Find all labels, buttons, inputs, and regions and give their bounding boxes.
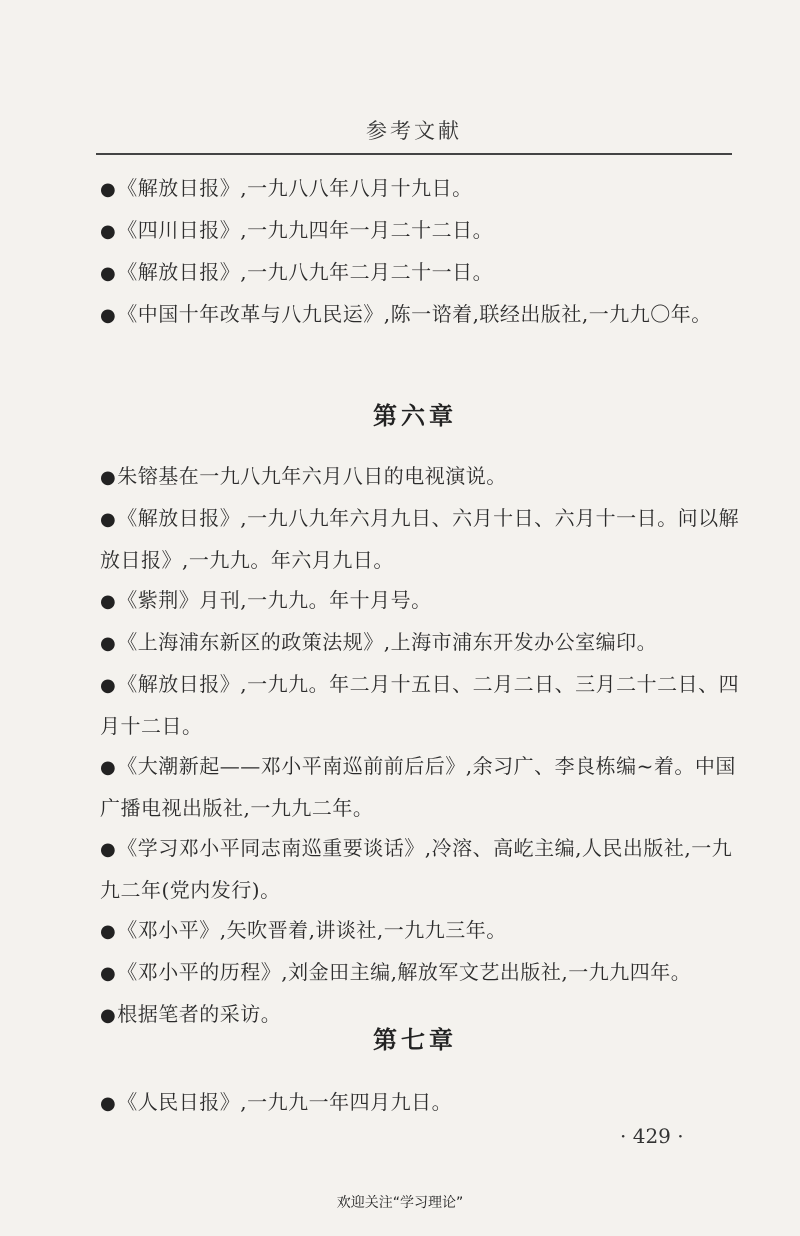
bullet-icon: ● [100,921,117,942]
reference-entry [100,168,740,210]
bullet-icon: ● [100,1005,117,1026]
reference-text: 《邓小平》,矢吹晋着,讲谈社,一九九三年。 [117,918,507,942]
bullet-icon: ● [100,263,117,284]
reference-entry [100,910,740,952]
reference-text: 《邓小平的历程》,刘金田主编,解放军文艺出版社,一九九四年。 [117,960,692,984]
reference-list-chapter-7 [100,1082,740,1124]
reference-text: 朱镕基在一九八九年六月八日的电视演说。 [117,464,507,488]
reference-text: 《解放日报》,一九九。年二月十五日、二月二日、三月二十二日、四月十二日。 [100,672,740,738]
reference-entry [100,580,740,622]
bullet-icon: ● [100,839,117,860]
reference-text: 《中国十年改革与八九民运》,陈一谘着,联经出版社,一九九〇年。 [117,302,712,326]
reference-text: 《人民日报》,一九九一年四月九日。 [117,1090,453,1114]
reference-entry [100,1082,740,1124]
reference-text: 《学习邓小平同志南巡重要谈话》,冷溶、高屹主编,人民出版社,一九九二年(党内发行)。 [100,836,733,902]
reference-entry [100,498,740,580]
reference-text: 《上海浦东新区的政策法规》,上海市浦东开发办公室编印。 [117,630,658,654]
footer-note: 欢迎关注“学习理论” [336,1195,464,1211]
reference-list-continued [100,168,740,336]
bullet-icon: ● [100,591,117,612]
bullet-icon: ● [100,179,117,200]
bullet-icon: ● [100,1093,117,1114]
chapter-title-7: 第七章 [373,1025,457,1054]
bullet-icon: ● [100,963,117,984]
reference-entry [100,294,740,336]
bullet-icon: ● [100,757,117,778]
reference-text: 《解放日报》,一九八八年八月十九日。 [117,176,473,200]
reference-entry [100,828,740,910]
reference-list-chapter-6 [100,456,740,1036]
bullet-icon: ● [100,509,117,530]
reference-entry [100,664,740,746]
page-number: · 429 · [620,1124,684,1148]
reference-entry [100,252,740,294]
reference-text: 《四川日报》,一九九四年一月二十二日。 [117,218,494,242]
bullet-icon: ● [100,221,117,242]
reference-text: 根据笔者的采访。 [117,1002,282,1026]
reference-text: 《紫荆》月刊,一九九。年十月号。 [117,588,432,612]
reference-entry [100,622,740,664]
bullet-icon: ● [100,675,117,696]
reference-entry [100,210,740,252]
chapter-title-6: 第六章 [373,401,457,430]
reference-text: 《大潮新起——邓小平南巡前前后后》,余习广、李良栋编~着。中国广播电视出版社,一九九二年。 [100,754,736,820]
reference-entry [100,456,740,498]
bullet-icon: ● [100,633,117,654]
running-head: 参考文献 [366,119,462,143]
bullet-icon: ● [100,467,117,488]
bullet-icon: ● [100,305,117,326]
reference-entry [100,952,740,994]
reference-entry [100,746,740,828]
reference-text: 《解放日报》,一九八九年二月二十一日。 [117,260,494,284]
reference-text: 《解放日报》,一九八九年六月九日、六月十日、六月十一日。问以解放日报》,一九九。年六月九日。 [100,506,740,572]
header-rule [96,153,732,155]
